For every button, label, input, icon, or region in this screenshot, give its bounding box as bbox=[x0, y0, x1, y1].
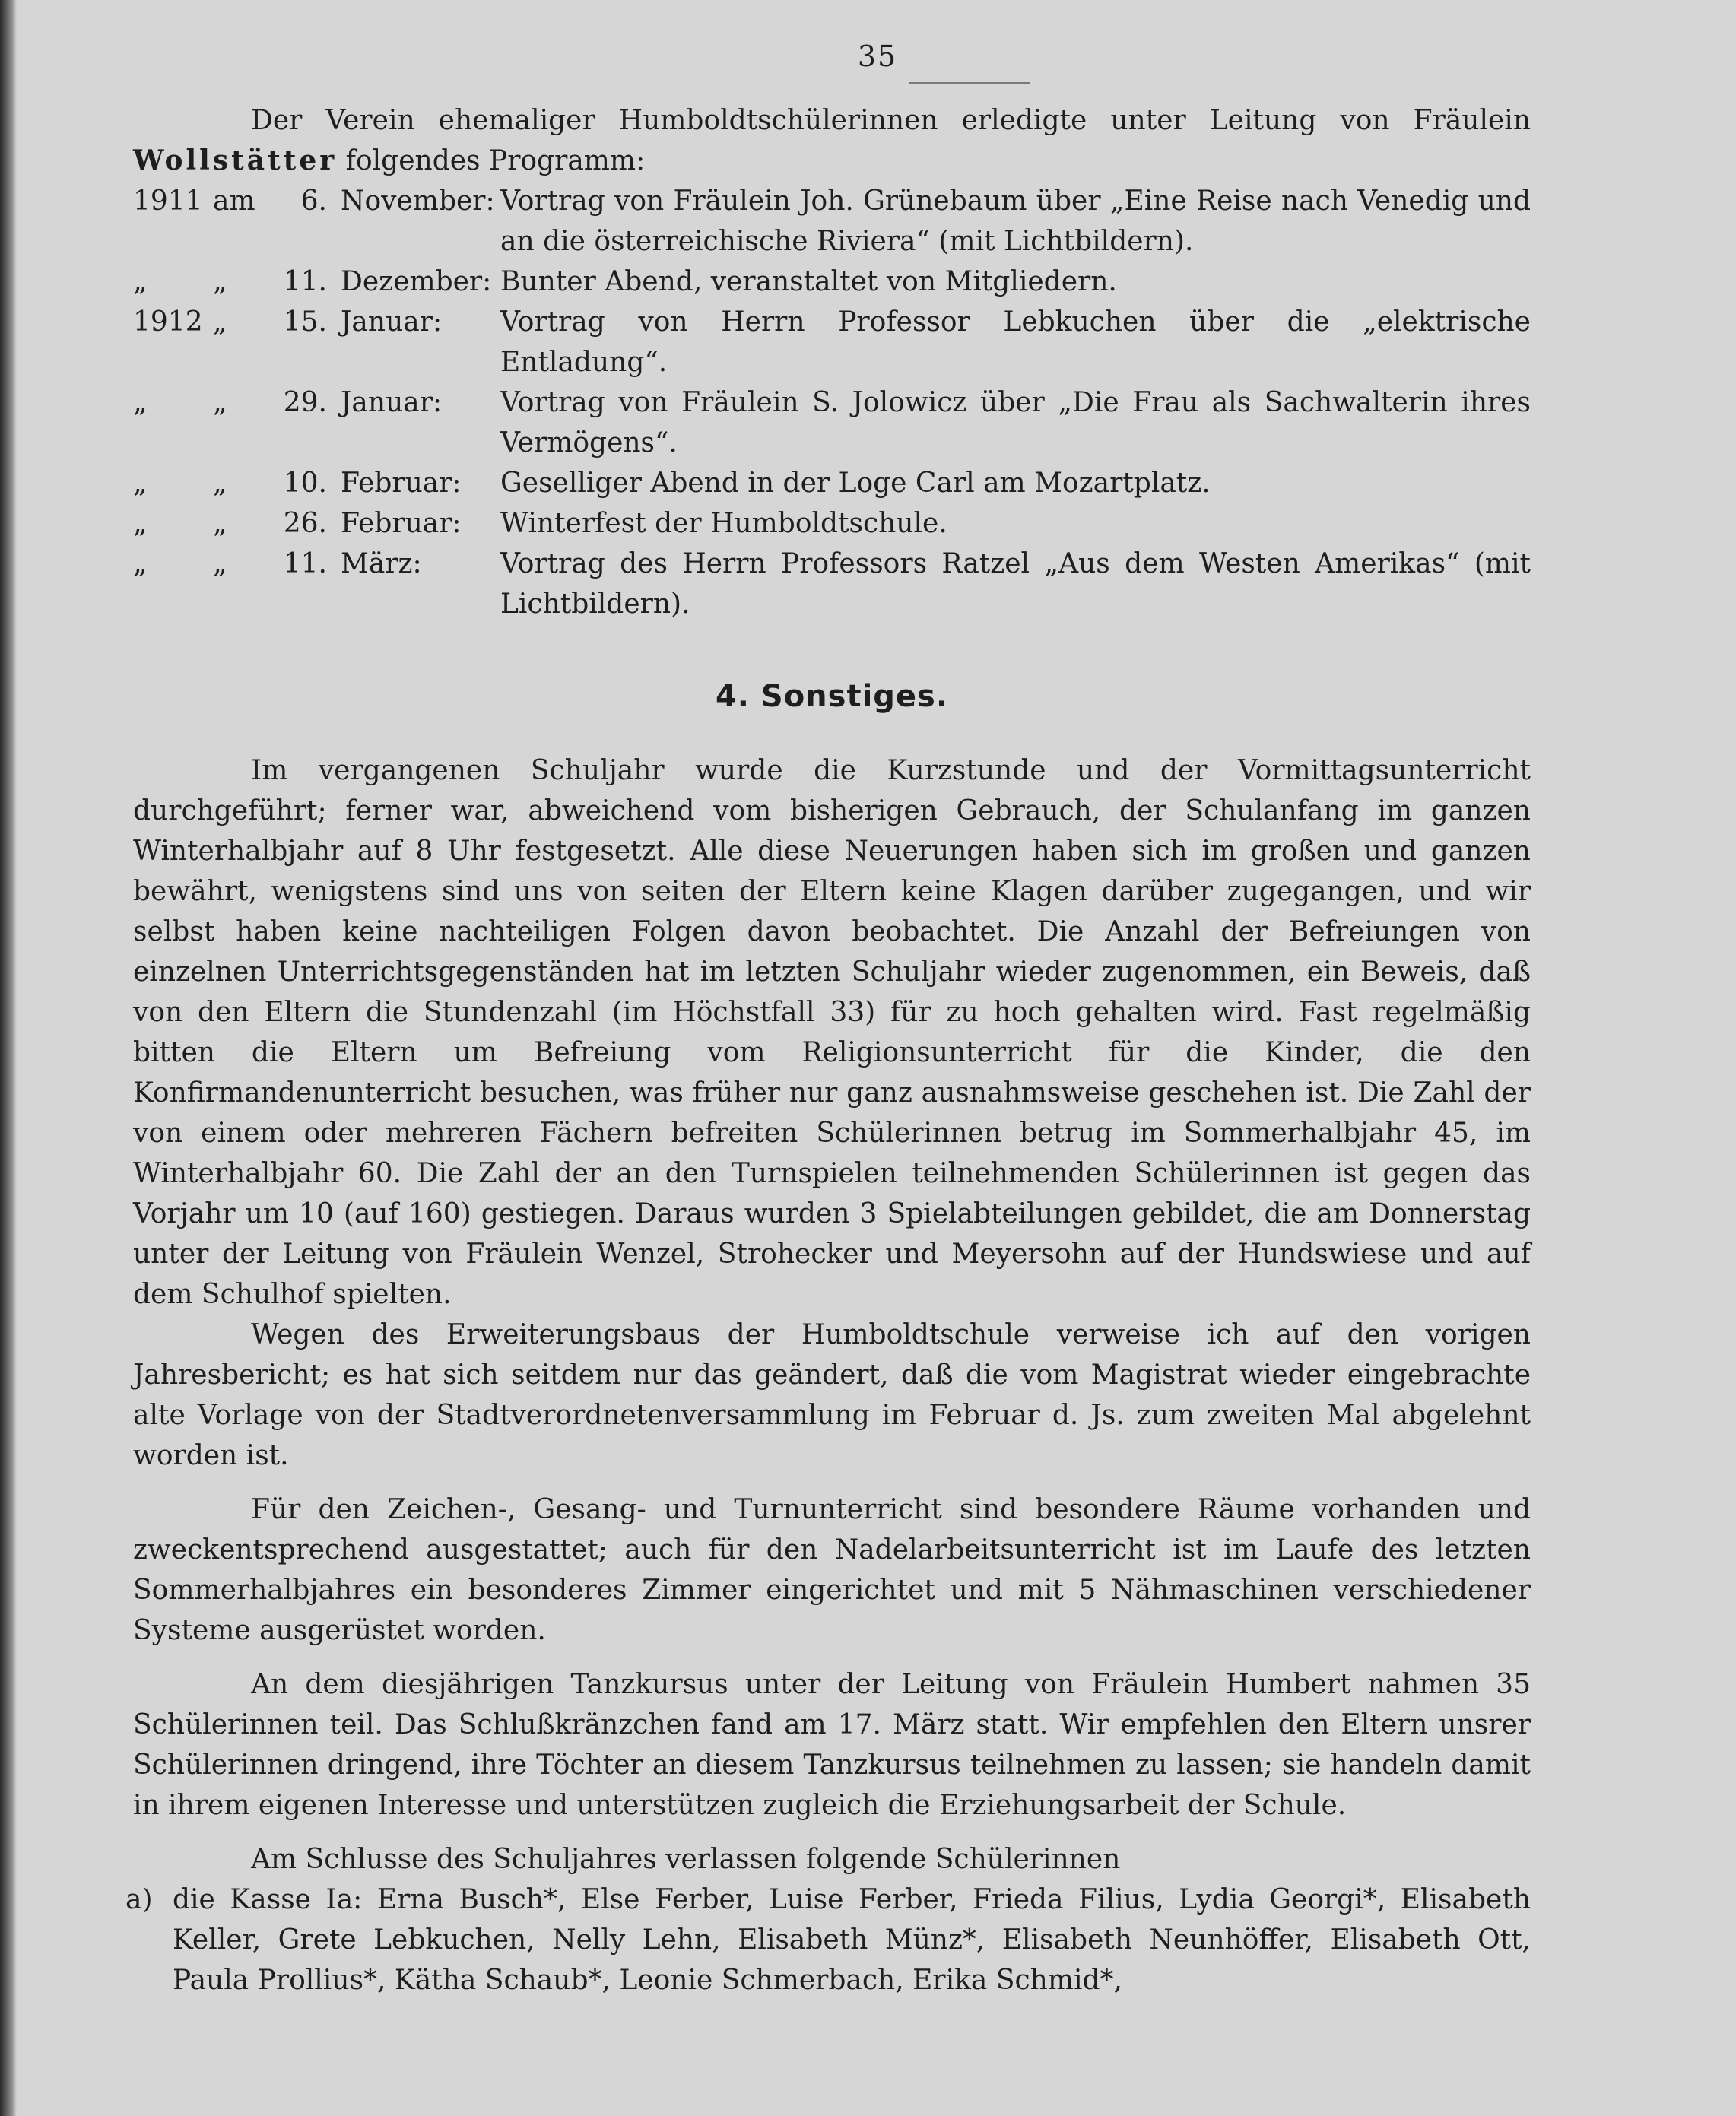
program-year: „ bbox=[133, 266, 148, 297]
intro-name: Wollstätter bbox=[133, 144, 338, 176]
program-day: 10. bbox=[283, 468, 327, 499]
program-day: 11. bbox=[283, 548, 327, 579]
program-month: Januar: bbox=[341, 306, 443, 338]
program-day: 29. bbox=[283, 387, 327, 418]
program-am: „ bbox=[213, 266, 227, 297]
program-description: Vortrag von Fräulein Joh. Grünebaum über „Eine Reise nach Venedig und an die österreichische Riviera“ (mit Lichtbildern). bbox=[500, 186, 1531, 257]
program-row bbox=[133, 181, 1531, 262]
paragraph-dance-course: An dem diesjährigen Tanzkursus unter der Leitung von Fräulein Humbert nahmen 35 Schülerinnen teil. Das Schlußkränzchen fand am 17. März statt. Wir empfehlen den Eltern unsrer Schülerinnen dringend, ihre Töchter an diesem Tanzkursus teilnehmen zu lassen; sie handeln damit in ihrem eigenen Interesse und unterstützen zugleich die Erziehungsarbeit der Schule. bbox=[133, 1669, 1531, 1821]
program-month: Februar: bbox=[341, 468, 462, 499]
list-item-text: die Kasse Ia: Erna Busch*, Else Ferber, Luise Ferber, Frieda Filius, Lydia Georgi*, Elisabeth Keller, Grete Lebkuchen, Nelly Lehn, Elisabeth Münz*, Elisabeth Neunhöffer, Elisabeth Ott, Paula Prollius*, Kätha Schaub*, Leonie Schmerbach, Erika Schmid*, bbox=[173, 1884, 1531, 1996]
program-month: März: bbox=[341, 548, 422, 579]
program-row bbox=[133, 262, 1531, 302]
program-description: Vortrag des Herrn Professors Ratzel „Aus dem Westen Amerikas“ (mit Lichtbildern). bbox=[500, 548, 1531, 620]
program-day: 26. bbox=[283, 508, 327, 539]
paragraph-leaving-students: Am Schlusse des Schuljahres verlassen folgende Schülerinnen bbox=[251, 1844, 1121, 1875]
program-day: 11. bbox=[283, 266, 327, 297]
program-am: am bbox=[213, 186, 255, 217]
program-table bbox=[133, 181, 1531, 624]
intro-text-after: folgendes Programm: bbox=[337, 145, 646, 176]
program-row bbox=[133, 544, 1531, 624]
paragraph-school-hours: Im vergangenen Schuljahr wurde die Kurzstunde und der Vormittagsunterricht durchgeführt; ferner war, abweichend vom bisherigen Gebrauch, der Schulanfang im ganzen Winterhalbjahr auf 8 Uhr festgesetzt. Alle diese Neuerungen haben sich im großen und ganzen bewährt, wenigstens sind uns von seiten der Eltern keine Klagen darüber zugegangen, und wir selbst haben keine nachteiligen Folgen davon beobachtet. Die Anzahl der Befreiungen von einzelnen Unterrichtsgegenständen hat im letzten Schuljahr wieder zugenommen, ein Beweis, daß von den Eltern die Stundenzahl (im Höchstfall 33) für zu hoch gehalten wird. Fast regelmäßig bitten die Eltern um Befreiung vom Religionsunterricht für die Kinder, die den Konfirmandenunterricht besuchen, was früher nur ganz ausnahmsweise geschehen ist. Die Zahl der von einem oder mehreren Fächern befreiten Schülerinnen betrug im Sommerhalbjahr 45, im Winterhalbjahr 60. Die Zahl der an den Turnspielen teilnehmenden Schülerinnen ist gegen das Vorjahr um 10 (auf 160) gestiegen. Daraus wurden 3 Spielabteilungen gebildet, die am Donnerstag unter der Leitung von Fräulein Wenzel, Strohecker und Meyersohn auf der Hundswiese und auf dem Schulhof spielten. bbox=[133, 755, 1531, 1310]
intro-text-before: Der Verein ehemaliger Humboldtschülerinnen erledigte unter Leitung von Fräulein bbox=[251, 105, 1531, 136]
list-item bbox=[125, 1880, 1531, 2000]
program-month: November: bbox=[341, 186, 495, 217]
intro-paragraph bbox=[133, 100, 1531, 181]
program-description: Vortrag von Fräulein S. Jolowicz über „Die Frau als Sachwalterin ihres Vermögens“. bbox=[500, 387, 1531, 458]
program-day: 15. bbox=[283, 306, 327, 338]
page-number-rule bbox=[909, 82, 1030, 84]
page-number: 35 bbox=[857, 40, 898, 73]
program-year: „ bbox=[133, 387, 148, 418]
program-description: Winterfest der Humboldtschule. bbox=[500, 508, 947, 539]
program-year: „ bbox=[133, 548, 148, 579]
program-row bbox=[133, 382, 1531, 463]
paragraph-special-rooms: Für den Zeichen-, Gesang- und Turnunterricht sind besondere Räume vorhanden und zweckentsprechend ausgestattet; auch für den Nadelarbeitsunterricht ist im Laufe des letzten Sommerhalbjahres ein besonderes Zimmer eingerichtet und mit 5 Nähmaschinen verschiedener Systeme ausgerüstet worden. bbox=[133, 1494, 1531, 1646]
program-am: „ bbox=[213, 306, 227, 338]
program-am: „ bbox=[213, 387, 227, 418]
program-row bbox=[133, 503, 1531, 544]
program-am: „ bbox=[213, 548, 227, 579]
paragraph-extension-building: Wegen des Erweiterungsbaus der Humboldtschule verweise ich auf den vorigen Jahresbericht; es hat sich seitdem nur das geändert, daß die vom Magistrat wieder eingebrachte alte Vorlage von der Stadtverordnetenversammlung im Februar d. Js. zum zweiten Mal abgelehnt worden ist. bbox=[133, 1319, 1531, 1471]
program-month: Januar: bbox=[341, 387, 443, 418]
list-marker: a) bbox=[125, 1884, 153, 1915]
program-description: Bunter Abend, veranstaltet von Mitgliedern. bbox=[500, 266, 1117, 297]
program-am: „ bbox=[213, 468, 227, 499]
program-month: Dezember: bbox=[341, 266, 492, 297]
program-year: „ bbox=[133, 508, 148, 539]
program-day: 6. bbox=[300, 186, 327, 217]
program-description: Vortrag von Herrn Professor Lebkuchen über die „elektrische Entladung“. bbox=[500, 306, 1531, 378]
program-month: Februar: bbox=[341, 508, 462, 539]
program-row bbox=[133, 463, 1531, 503]
program-year: 1911 bbox=[133, 186, 203, 217]
program-year: „ bbox=[133, 468, 148, 499]
program-am: „ bbox=[213, 508, 227, 539]
program-year: 1912 bbox=[133, 306, 203, 338]
program-description: Geselliger Abend in der Loge Carl am Mozartplatz. bbox=[500, 468, 1211, 499]
program-row bbox=[133, 302, 1531, 382]
section-title: 4. Sonstiges. bbox=[715, 679, 949, 714]
